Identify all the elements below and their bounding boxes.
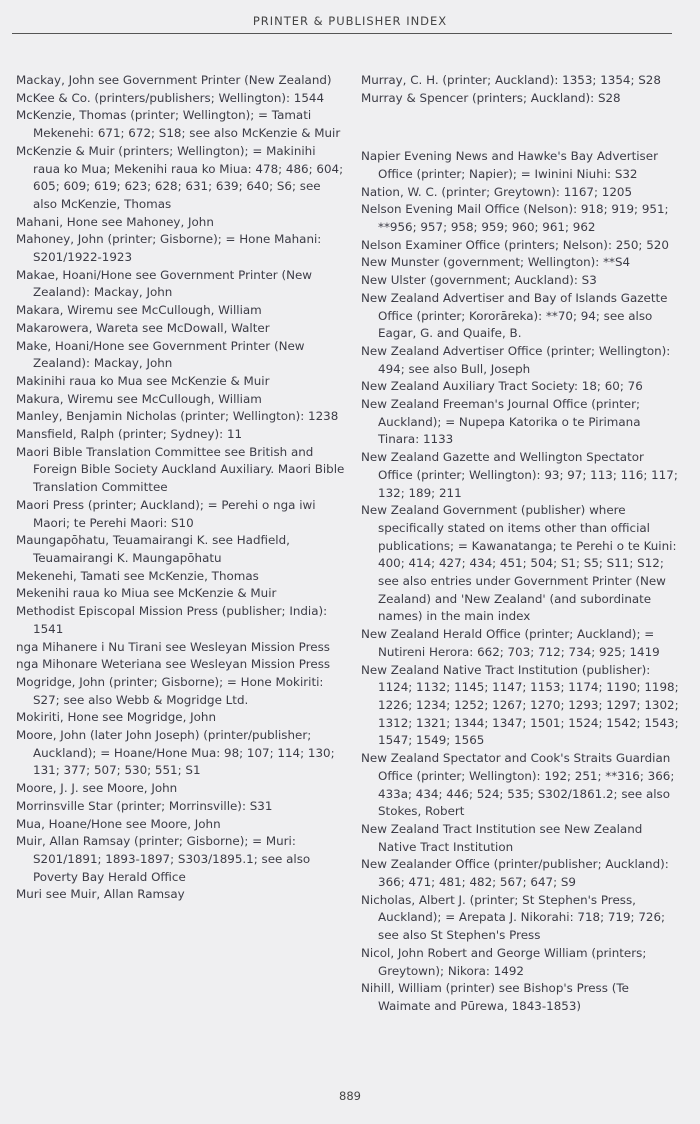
index-entry: Muir, Allan Ramsay (printer; Gisborne); = Muri: S201/1891; 1893-1897; S303/1895.1; see also Poverty Bay Herald Office xyxy=(16,834,311,884)
index-entry: New Zealand Government (publisher) where specifically stated on items other than official publications; = Kawanatanga; te Perehi o te Kuini: 400; 414; 427; 434; 451; 504; S1; S5; S11; S12; see also entries under Government Printer (New Zealand) and 'New Zealand' (and subordinate names) in the main index xyxy=(361,503,677,624)
index-entry: Napier Evening News and Hawke's Bay Advertiser Office (printer; Napier); = Iwinini Niuhi: S32 xyxy=(361,149,658,181)
page-number: 889 xyxy=(339,1089,361,1103)
index-entry: Nicholas, Albert J. (printer; St Stephen's Press, Auckland); = Arepata J. Nikorahi: 718; 719; 726; see also St Stephen's Press xyxy=(361,892,666,943)
index-entry: New Zealand Auxiliary Tract Society: 18; 60; 76 xyxy=(361,379,643,394)
left-column xyxy=(16,72,346,904)
index-entry: Methodist Episcopal Mission Press (publisher; India): 1541 xyxy=(16,604,328,636)
index-entry: Mekenihi raua ko Miua see McKenzie & Muir xyxy=(16,586,277,601)
index-entry: Moore, J. J. see Moore, John xyxy=(16,781,178,796)
index-entry: New Zealand Spectator and Cook's Straits Guardian Office (printer; Wellington): 192; 251; **316; 366; 433a; 434; 446; 524; 535; S302/1861.2; see also Stokes, Robert xyxy=(361,751,675,819)
right-column xyxy=(361,72,681,1016)
index-entry: Muri see Muir, Allan Ramsay xyxy=(16,887,185,902)
index-entry: New Ulster (government; Auckland): S3 xyxy=(361,273,597,288)
index-entry: McKee & Co. (printers/publishers; Wellington): 1544 xyxy=(16,90,325,105)
index-entry: Makara, Wiremu see McCullough, William xyxy=(16,303,262,318)
index-entry: Mansfield, Ralph (printer; Sydney): 11 xyxy=(16,427,243,442)
index-entry: Nelson Examiner Office (printers; Nelson): 250; 520 xyxy=(361,237,669,252)
index-entry: Makura, Wiremu see McCullough, William xyxy=(16,391,262,406)
index-entry: Mackay, John see Government Printer (New Zealand) xyxy=(16,73,332,87)
index-entry: Murray & Spencer (printers; Auckland): S28 xyxy=(361,90,621,105)
index-entry: New Munster (government; Wellington): **S4 xyxy=(361,255,631,270)
index-entry: Moore, John (later John Joseph) (printer/publisher; Auckland); = Hoane/Hone Mua: 98; 107; 114; 130; 131; 377; 507; 530; 551; S1 xyxy=(16,728,335,778)
page-header: PRINTER & PUBLISHER INDEX xyxy=(252,14,448,28)
index-entry: Manley, Benjamin Nicholas (printer; Wellington): 1238 xyxy=(16,409,339,424)
index-entry: Morrinsville Star (printer; Morrinsville): S31 xyxy=(16,798,273,813)
index-entry: Makinihi raua ko Mua see McKenzie & Muir xyxy=(16,373,270,388)
section-gap xyxy=(361,119,681,136)
index-entry: Maori Press (printer; Auckland); = Perehi o nga iwi Maori; te Perehi Maori: S10 xyxy=(16,497,316,530)
index-entry: McKenzie & Muir (printers; Wellington); = Makinihi raua ko Mua; Mekenihi raua ko Miua: 478; 486; 604; 605; 609; 619; 623; 628; 631; 639; 640; S6; see also McKenzie, Thomas xyxy=(16,143,344,211)
index-entry: Mahani, Hone see Mahoney, John xyxy=(16,214,214,229)
index-entry: Makarowera, Wareta see McDowall, Walter xyxy=(16,320,270,335)
index-entry: Makae, Hoani/Hone see Government Printer (New Zealand): Mackay, John xyxy=(16,267,313,300)
index-entry: New Zealand Herald Office (printer; Auckland); = Nutireni Herora: 662; 703; 712; 734; 925; 1419 xyxy=(361,627,660,659)
index-entry: New Zealand Freeman's Journal Office (printer; Auckland); = Nupepa Katorika o te Pirimana Tinara: 1133 xyxy=(361,397,641,447)
header-rule xyxy=(12,33,672,34)
index-entry: New Zealand Advertiser and Bay of Islands Gazette Office (printer; Kororāreka): **70; 94; see also Eagar, G. and Quaife, B. xyxy=(361,290,668,341)
index-entry: Mokiriti, Hone see Mogridge, John xyxy=(16,710,216,725)
index-entry: New Zealand Native Tract Institution (publisher): 1124; 1132; 1145; 1147; 1153; 1174; 1190; 1198; 1226; 1234; 1252; 1267; 1270; 1293; 1297; 1302; 1312; 1321; 1344; 1347; 1501; 1524; 1542; 1543; 1547; 1549; 1565 xyxy=(361,662,679,748)
index-entry: nga Mihonare Weteriana see Wesleyan Mission Press xyxy=(16,657,331,672)
index-entry: Nicol, John Robert and George William (printers; Greytown); Nikora: 1492 xyxy=(361,945,647,978)
index-entry: New Zealand Tract Institution see New Zealand Native Tract Institution xyxy=(361,821,643,854)
index-entry: New Zealand Gazette and Wellington Spectator Office (printer; Wellington): 93; 97; 113; 116; 117; 132; 189; 211 xyxy=(361,450,678,500)
index-entry: New Zealand Advertiser Office (printer; Wellington): 494; see also Bull, Joseph xyxy=(361,343,671,376)
index-entry: Nation, W. C. (printer; Greytown): 1167; 1205 xyxy=(361,184,633,199)
index-entry: Maungapōhatu, Teuamairangi K. see Hadfield, Teuamairangi K. Maungapōhatu xyxy=(16,533,290,565)
index-entry: Make, Hoani/Hone see Government Printer (New Zealand): Mackay, John xyxy=(16,338,305,371)
index-entry: Nihill, William (printer) see Bishop's Press (Te Waimate and Pūrewa, 1843-1853) xyxy=(361,981,629,1013)
index-entry: Mua, Hoane/Hone see Moore, John xyxy=(16,816,221,831)
index-entry: Mogridge, John (printer; Gisborne); = Hone Mokiriti: S27; see also Webb & Mogridge Ltd. xyxy=(16,674,324,707)
index-entry: nga Mihanere i Nu Tirani see Wesleyan Mission Press xyxy=(16,639,330,654)
index-entry: Mekenehi, Tamati see McKenzie, Thomas xyxy=(16,568,259,583)
index-entry: Mahoney, John (printer; Gisborne); = Hone Mahani: S201/1922-1923 xyxy=(16,232,322,265)
index-entry: McKenzie, Thomas (printer; Wellington); = Tamati Mekenehi: 671; 672; S18; see also McKenzie & Muir xyxy=(16,108,341,141)
index-entry: Murray, C. H. (printer; Auckland): 1353; 1354; S28 xyxy=(361,73,661,87)
index-entry: Maori Bible Translation Committee see British and Foreign Bible Society Auckland Auxiliary. Maori Bible Translation Committee xyxy=(16,444,345,495)
index-entry: New Zealander Office (printer/publisher; Auckland): 366; 471; 481; 482; 567; 647; S9 xyxy=(361,857,669,890)
index-entry: Nelson Evening Mail Office (Nelson): 918; 919; 951; **956; 957; 958; 959; 960; 961; 962 xyxy=(361,202,669,234)
